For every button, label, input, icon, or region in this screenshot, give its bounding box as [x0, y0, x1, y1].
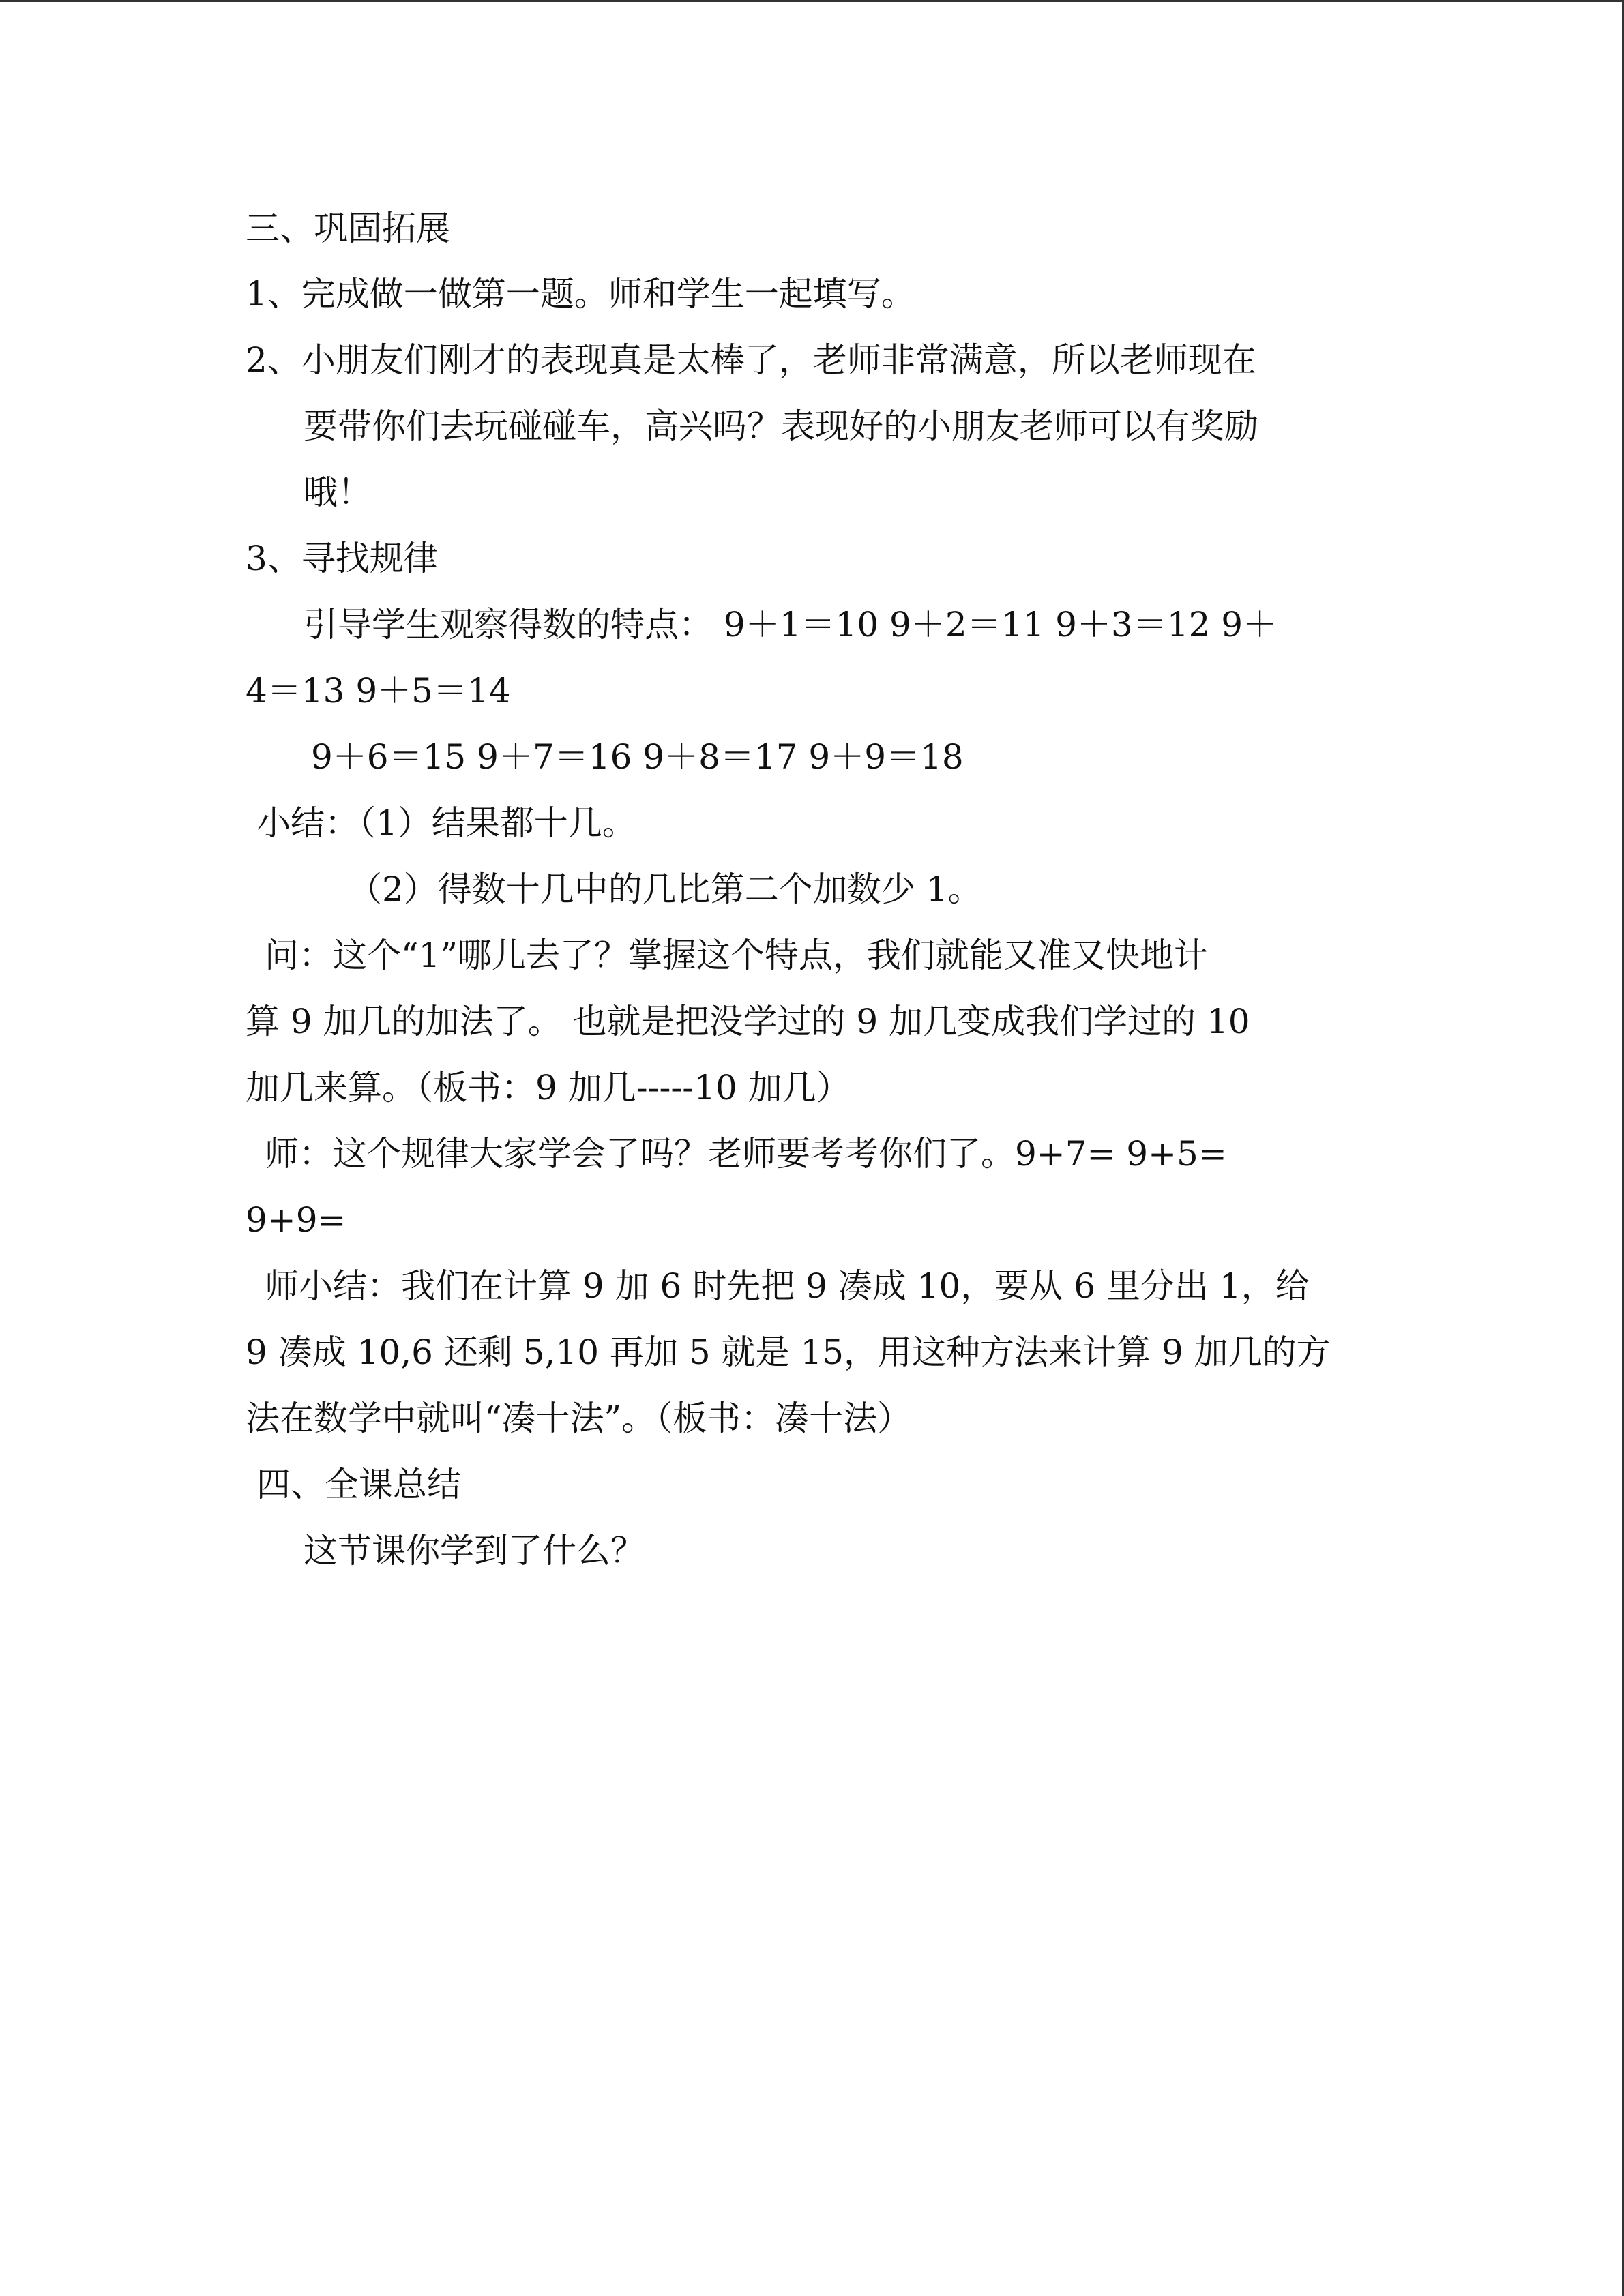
section-heading-consolidate: 三、巩固拓展 — [246, 209, 450, 248]
text-line: 加几来算。（板书：9 加几-----10 加几） — [246, 1068, 851, 1107]
text-line: 法在数学中就叫“凑十法”。（板书：凑十法） — [246, 1399, 912, 1438]
text-line: 2、小朋友们刚才的表现真是太棒了，老师非常满意，所以老师现在 — [246, 340, 1256, 380]
text-line: 9 凑成 10,6 还剩 5,10 再加 5 就是 15，用这种方法来计算 9 加几的方 — [246, 1332, 1331, 1372]
page-top-border — [0, 0, 1624, 2]
text-line: 要带你们去玩碰碰车，高兴吗？表现好的小朋友老师可以有奖励 — [304, 406, 1258, 446]
section-heading-summary: 四、全课总结 — [256, 1465, 461, 1504]
text-line: 哦！ — [304, 473, 372, 512]
text-line: 师：这个规律大家学会了吗？老师要考考你们了。9+7= 9+5= — [265, 1134, 1227, 1174]
text-line: 引导学生观察得数的特点： 9＋1＝10 9＋2＝11 9＋3＝12 9＋ — [304, 605, 1278, 644]
text-line: 4＝13 9＋5＝14 — [246, 671, 511, 711]
text-line: 问：这个“1”哪儿去了？掌握这个特点，我们就能又准又快地计 — [265, 936, 1208, 975]
text-line: 3、寻找规律 — [246, 539, 438, 578]
text-line: 9+9= — [246, 1200, 346, 1240]
text-line: 9＋6＝15 9＋7＝16 9＋8＝17 9＋9＝18 — [311, 737, 964, 777]
text-line: 算 9 加几的加法了。 也就是把没学过的 9 加几变成我们学过的 10 — [246, 1002, 1250, 1041]
text-line: 1、完成做一做第一题。师和学生一起填写。 — [246, 274, 915, 314]
text-line: 小结：（1）结果都十几。 — [256, 803, 636, 843]
text-line: 这节课你学到了什么？ — [304, 1531, 645, 1570]
text-line: （2）得数十几中的几比第二个加数少 1。 — [348, 869, 982, 909]
text-line: 师小结：我们在计算 9 加 6 时先把 9 凑成 10，要从 6 里分出 1，给 — [265, 1266, 1310, 1306]
